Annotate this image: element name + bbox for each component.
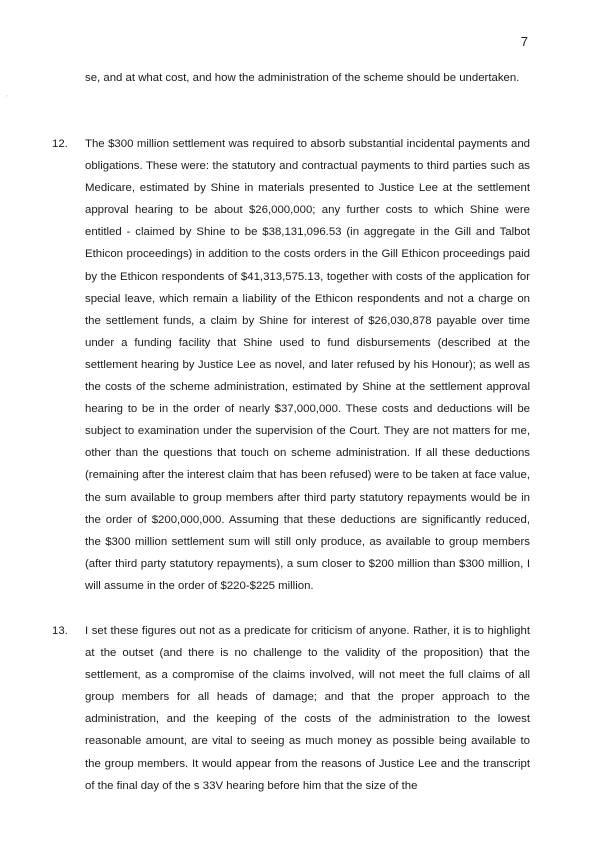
page-number: 7 [520, 34, 528, 49]
paragraph-12: The $300 million settlement was required to absorb substantial incidental payments and obligations. These were: the statutory and contractual payments to third parties such as Medicare, estimated by Shine in materials presented to Justice Lee at the settlement approval hearing to be about $26,000,000; any further costs to which Shine were entitled - claimed by Shine to be $38,131,096.53 (in aggregate in the Gill and Talbot Ethicon proceedings) in addition to the costs orders in the Gill Ethicon proceedings paid by the Ethicon respondents of $41,313,575.13, together with costs of the application for special leave, which remain a liability of the Ethicon respondents and not a charge on the settlement funds, a claim by Shine for interest of $26,030,878 payable over time under a funding facility that Shine used to fund disbursements (described at the settlement hearing by Justice Lee as novel, and later refused by his Honour); as well as the costs of the scheme administration, estimated by Shine at the settlement approval hearing to be in the order of nearly $37,000,000. These costs and deductions will be subject to examination under the supervision of the Court. They are not matters for me, other than the questions that touch on scheme administration. If all these deductions (remaining after the interest claim that has been refused) were to be taken at face value, the sum available to group members after third party statutory repayments would be in the order of $200,000,000. Assuming that these deductions are significantly reduced, the $300 million settlement sum will still only produce, as available to group members (after third party statutory repayments), a sum closer to $200 million than $300 million, I will assume in the order of $220-$225 million. [85, 138, 530, 592]
paragraph-number-13: 13. [52, 625, 68, 637]
paragraph-number-12: 12. [52, 138, 68, 150]
continuation-paragraph: se, and at what cost, and how the administration of the scheme should be undertaken. [85, 72, 520, 84]
stray-mark: ´ [6, 96, 9, 103]
paragraph-13: I set these figures out not as a predicate for criticism of anyone. Rather, it is to highlight at the outset (and there is no challenge to the validity of the proposition) that the settlement, as a compromise of the claims involved, will not meet the full claims of all group members for all heads of damage; and that the proper approach to the administration, and the keeping of the costs of the administration to the lowest reasonable amount, are vital to seeing as much money as possible being available to the group members. It would appear from the reasons of Justice Lee and the transcript of the final day of the s 33V hearing before him that the size of the [85, 625, 530, 792]
